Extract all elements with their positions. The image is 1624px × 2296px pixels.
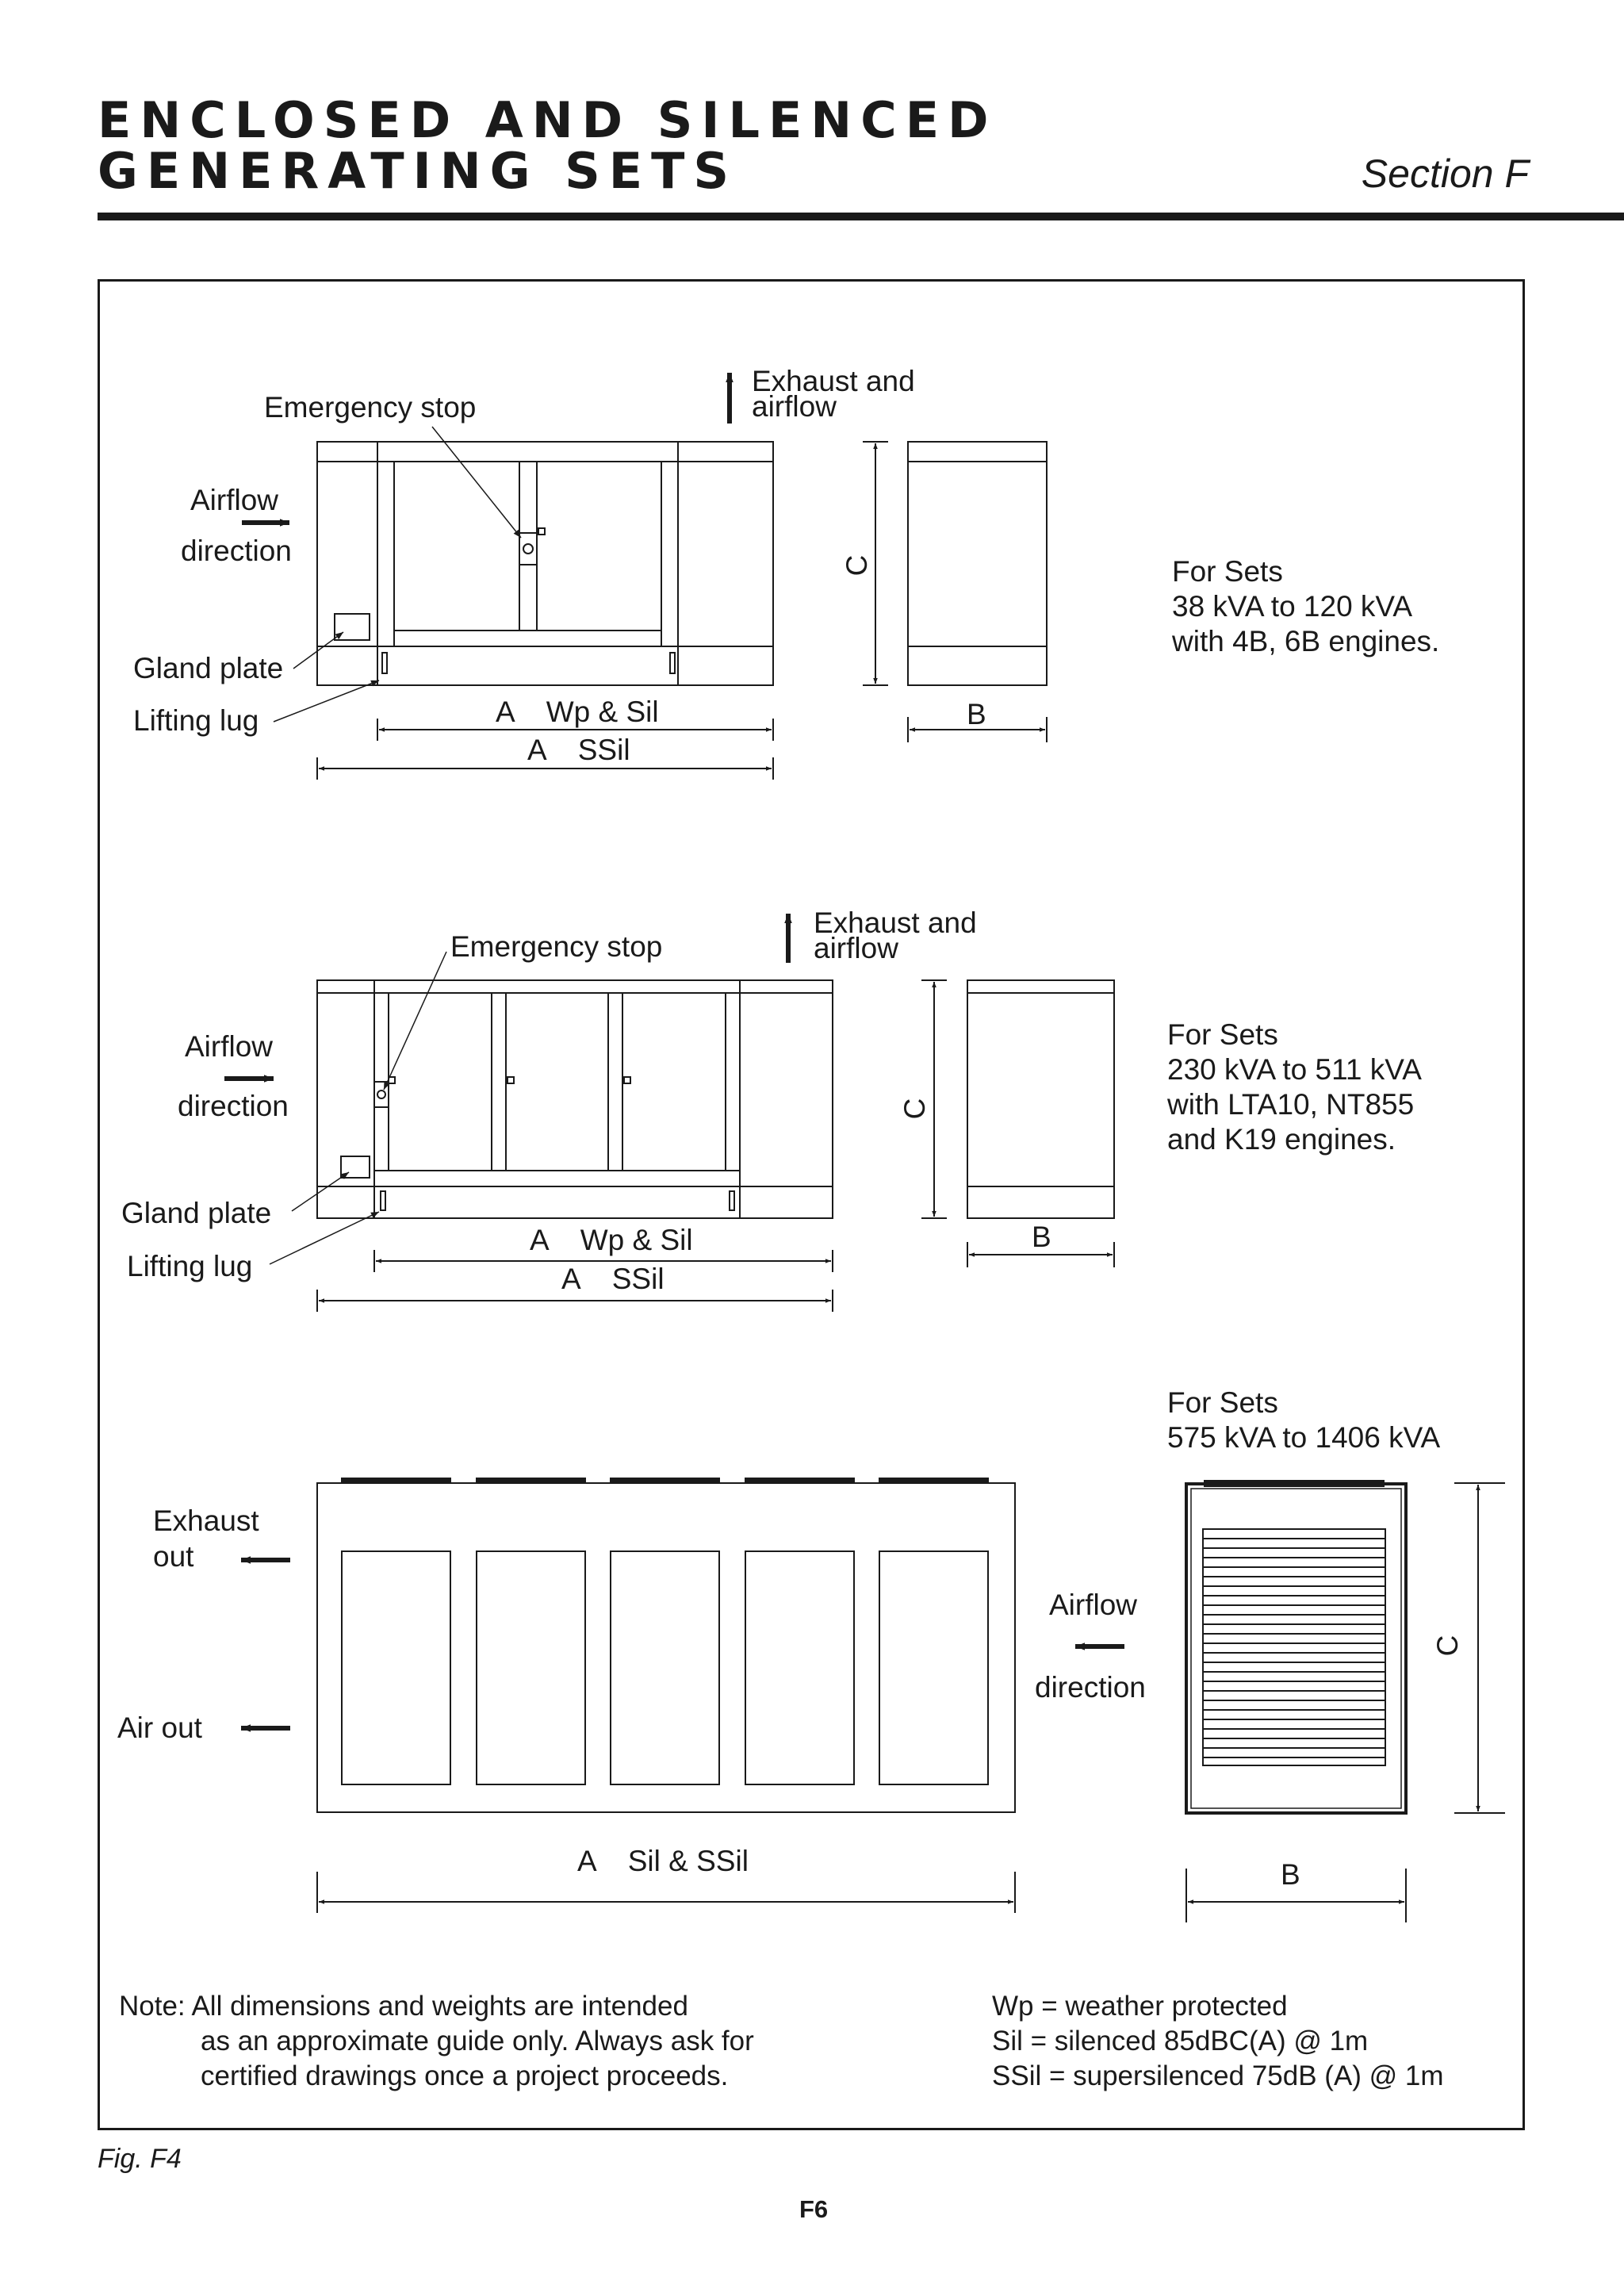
diagram2-for-sets-3: with LTA10, NT855 bbox=[1167, 1088, 1415, 1121]
diagram2-airflow-label-2: direction bbox=[178, 1090, 289, 1122]
diagram3-airflow-label-1: Airflow bbox=[1049, 1589, 1138, 1621]
diagram1-dim-b-label: B bbox=[967, 698, 986, 730]
diagram3-louvres bbox=[1203, 1539, 1385, 1757]
diagram2-enclosure-front bbox=[317, 980, 833, 1218]
diagram2-for-sets-2: 230 kVA to 511 kVA bbox=[1167, 1053, 1422, 1086]
diagram3-dimension-a bbox=[317, 1872, 1015, 1913]
diagram3-dim-c-label: C bbox=[1431, 1635, 1464, 1657]
note-line-3: certified drawings once a project proceeds. bbox=[201, 2060, 729, 2091]
diagram1-gland-plate-label: Gland plate bbox=[133, 652, 284, 684]
diagram-3 bbox=[241, 1478, 1505, 1922]
diagram2-dim-a-ssil-label: A SSil bbox=[561, 1263, 665, 1295]
diagram1-emergency-stop-label: Emergency stop bbox=[264, 391, 477, 424]
diagram2-dim-b-label: B bbox=[1032, 1221, 1051, 1253]
diagram3-dim-a-label: A Sil & SSil bbox=[577, 1845, 749, 1877]
legend-wp: Wp = weather protected bbox=[992, 1991, 1288, 2022]
section-label: Section F bbox=[1361, 151, 1529, 196]
diagram1-gland-plate-leader bbox=[293, 632, 343, 669]
diagram3-for-sets-1: For Sets bbox=[1167, 1386, 1278, 1419]
diagram2-lifting-lug-label: Lifting lug bbox=[127, 1250, 253, 1282]
diagram1-exhaust-label-1: Exhaust and bbox=[752, 365, 915, 397]
diagram2-lifting-lug-leader bbox=[270, 1212, 379, 1264]
diagram1-dim-c-label: C bbox=[841, 554, 873, 577]
diagram2-gland-plate-label: Gland plate bbox=[121, 1197, 272, 1229]
diagram2-emergency-stop-label: Emergency stop bbox=[450, 930, 663, 963]
diagram1-exhaust-label-2: airflow bbox=[752, 390, 837, 423]
page-title-line2: GENERATING SETS bbox=[98, 142, 738, 200]
diagram1-dim-a-ssil-label: A SSil bbox=[527, 734, 630, 766]
diagram2-exhaust-label-1: Exhaust and bbox=[814, 907, 977, 939]
diagram3-exhaust-out-label-2: out bbox=[153, 1540, 194, 1573]
diagram1-airflow-label-2: direction bbox=[181, 535, 292, 567]
figure-caption: Fig. F4 bbox=[98, 2144, 182, 2174]
diagram1-enclosure-side bbox=[908, 442, 1047, 685]
legend-ssil: SSil = supersilenced 75dB (A) @ 1m bbox=[992, 2060, 1444, 2091]
diagram1-for-sets-2: 38 kVA to 120 kVA bbox=[1172, 590, 1413, 623]
notes-block bbox=[119, 1991, 1444, 2091]
diagram1-dim-a-wp-label: A Wp & Sil bbox=[496, 696, 659, 728]
diagram3-airflow-label-2: direction bbox=[1035, 1671, 1146, 1704]
diagram3-enclosure-front bbox=[317, 1478, 1015, 1812]
diagram1-lifting-lug-label: Lifting lug bbox=[133, 704, 259, 737]
diagram1-lifting-lug-leader bbox=[274, 680, 379, 722]
diagram2-for-sets-4: and K19 engines. bbox=[1167, 1123, 1396, 1156]
diagram2-airflow-label-1: Airflow bbox=[185, 1030, 274, 1063]
note-line-2: as an approximate guide only. Always ask for bbox=[201, 2026, 754, 2056]
diagram3-labels bbox=[117, 1386, 1464, 1891]
page-title-line1: ENCLOSED AND SILENCED bbox=[98, 91, 998, 149]
diagram1-for-sets-3: with 4B, 6B engines. bbox=[1172, 625, 1440, 657]
diagram1-enclosure-front bbox=[317, 442, 773, 685]
diagram2-enclosure-side bbox=[967, 980, 1114, 1218]
legend-sil: Sil = silenced 85dBC(A) @ 1m bbox=[992, 2026, 1369, 2056]
diagram3-dim-b-label: B bbox=[1281, 1858, 1300, 1891]
diagram1-airflow-label-1: Airflow bbox=[190, 484, 279, 516]
diagram2-for-sets-1: For Sets bbox=[1167, 1018, 1278, 1051]
note-line-1: Note: All dimensions and weights are intended bbox=[119, 1991, 688, 2022]
diagram1-labels bbox=[133, 365, 1439, 766]
diagram3-enclosure-side bbox=[1186, 1481, 1406, 1813]
diagram2-emergency-stop-leader bbox=[384, 952, 446, 1090]
diagram3-exhaust-out-label-1: Exhaust bbox=[153, 1504, 259, 1537]
diagram2-dim-a-wp-label: A Wp & Sil bbox=[530, 1224, 693, 1256]
diagram3-for-sets-2: 575 kVA to 1406 kVA bbox=[1167, 1421, 1441, 1454]
diagram1-gland-plate bbox=[335, 614, 370, 640]
diagram2-exhaust-label-2: airflow bbox=[814, 932, 898, 964]
diagram2-gland-plate-leader bbox=[292, 1172, 349, 1211]
diagram3-air-out-label: Air out bbox=[117, 1711, 202, 1744]
diagram1-for-sets-1: For Sets bbox=[1172, 555, 1283, 588]
diagram2-dim-c-label: C bbox=[898, 1098, 931, 1120]
diagram1-emergency-stop-leader bbox=[432, 427, 521, 538]
page-number: F6 bbox=[799, 2195, 829, 2223]
